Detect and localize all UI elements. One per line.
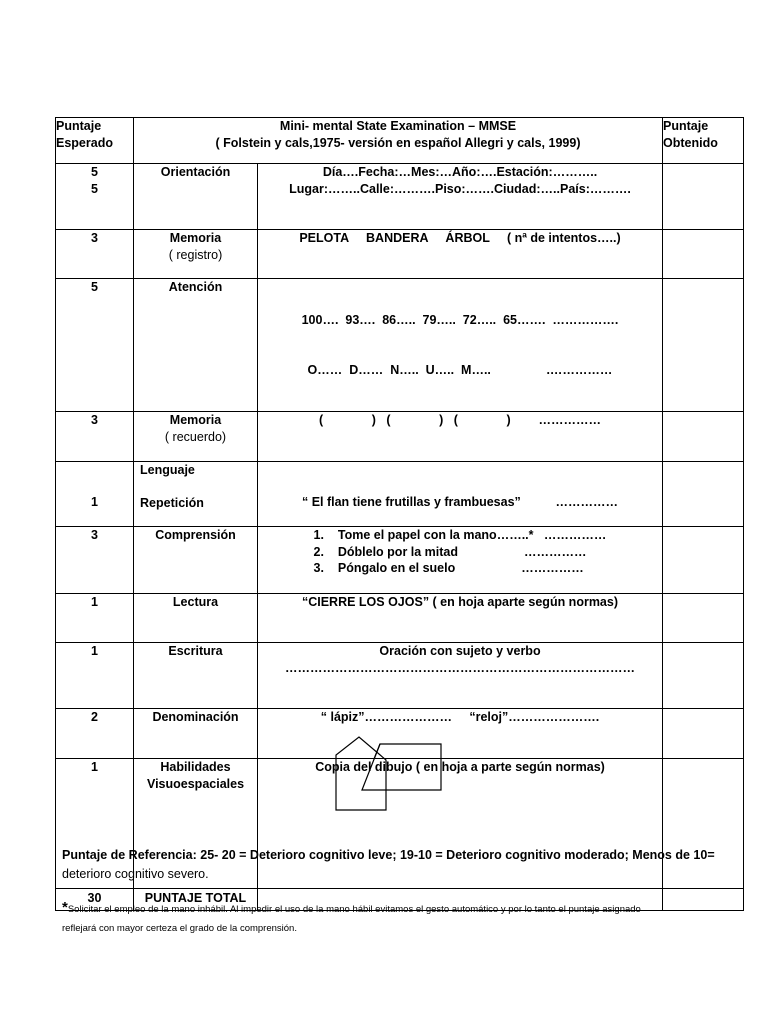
header-row <box>56 118 744 164</box>
obtained-score-header: Puntaje Obtenido <box>663 118 744 164</box>
expected-score: 3 <box>56 230 134 279</box>
pentagon-right <box>362 744 441 790</box>
item-label: Memoria ( recuerdo) <box>134 412 258 462</box>
form-title: Mini- mental State Examination – MMSE ( Folstein y cals,1975- versión en español Allegri y cals, 1999) <box>134 118 663 164</box>
table-row-memoria-registro <box>56 230 744 279</box>
obtained-score-cell[interactable] <box>663 164 744 230</box>
item-label: Lenguaje Repetición <box>134 462 258 527</box>
intersecting-pentagons-drawing <box>334 735 446 815</box>
expected-score-header: Puntaje Esperado <box>56 118 134 164</box>
item-content: PELOTA BANDERA ÁRBOL ( nª de intentos…..) <box>258 230 663 279</box>
expected-score: 3 <box>56 527 134 594</box>
footnote-asterisk: * <box>62 899 68 916</box>
item-content: “CIERRE LOS OJOS” ( en hoja aparte según normas) <box>258 594 663 643</box>
item-label: Lectura <box>134 594 258 643</box>
item-content: ( ) ( ) ( ) …………… <box>258 412 663 462</box>
obtained-score-cell[interactable] <box>663 462 744 527</box>
table-row-atencion <box>56 279 744 412</box>
table-row-escritura <box>56 643 744 709</box>
item-label: Habilidades Visuoespaciales <box>134 759 258 889</box>
instruction-list <box>314 527 607 577</box>
obtained-score-cell[interactable] <box>663 527 744 594</box>
expected-score: 5 <box>56 279 134 412</box>
expected-score: 5 5 <box>56 164 134 230</box>
item-label: Comprensión <box>134 527 258 594</box>
table-row-repeticion <box>56 462 744 527</box>
table-row-orientacion <box>56 164 744 230</box>
obtained-score-cell[interactable] <box>663 709 744 759</box>
item-label: Escritura <box>134 643 258 709</box>
item-label: Orientación <box>134 164 258 230</box>
item-label: Atención <box>134 279 258 412</box>
list-item: 1. Tome el papel con la mano……..* …………… <box>313 528 607 542</box>
table-row-comprension <box>56 527 744 594</box>
expected-score: 1 <box>56 594 134 643</box>
item-content: Copia del dibujo ( en hoja a parte según normas) <box>258 759 663 889</box>
obtained-score-cell[interactable] <box>663 643 744 709</box>
obtained-score-cell[interactable] <box>663 279 744 412</box>
expected-score: 2 <box>56 709 134 759</box>
expected-score: 1 <box>56 462 134 527</box>
total-label: PUNTAJE TOTAL <box>134 889 258 911</box>
obtained-score-cell[interactable] <box>663 594 744 643</box>
expected-score: 1 <box>56 759 134 889</box>
item-label: Memoria ( registro) <box>134 230 258 279</box>
expected-score: 3 <box>56 412 134 462</box>
item-content <box>258 527 663 594</box>
item-content: Día….Fecha:…Mes:…Año:….Estación:……….. Lugar:……..Calle:……….Piso:…….Ciudad:…..País:………. <box>258 164 663 230</box>
reference-scores: Puntaje de Referencia: 25- 20 = Deterioro cognitivo leve; 19-10 = Deterioro cognitivo moderado; Menos de 10= deterioro cognitivo severo. <box>62 848 715 881</box>
list-item: 3. Póngalo en el suelo …………… <box>313 561 584 575</box>
list-item: 2. Dóblelo por la mitad …………… <box>313 544 587 559</box>
item-content: Oración con sujeto y verbo ………………………………………………………………………… <box>258 643 663 709</box>
table-row-lectura <box>56 594 744 643</box>
item-content: “ lápiz”………………… “reloj”…………………. <box>258 709 663 759</box>
table-row-memoria-recuerdo <box>56 412 744 462</box>
obtained-score-cell[interactable] <box>663 412 744 462</box>
item-content: “ El flan tiene frutillas y frambuesas” …………… <box>258 462 663 527</box>
expected-score: 1 <box>56 643 134 709</box>
item-content: 100…. 93…. 86….. 79….. 72….. 65……. ……………. O…… D…… N….. U….. M….. .…………… <box>258 279 663 412</box>
total-score: 30 <box>56 889 134 911</box>
obtained-score-cell[interactable] <box>663 230 744 279</box>
item-label: Denominación <box>134 709 258 759</box>
footnote: *Solicitar el empleo de la mano inhábil. Al impedir el uso de la mano hábil evitamos el gesto automático y por lo tanto el puntaje asignado reflejará con mayor certeza el grado de la comprensión. <box>62 899 641 934</box>
